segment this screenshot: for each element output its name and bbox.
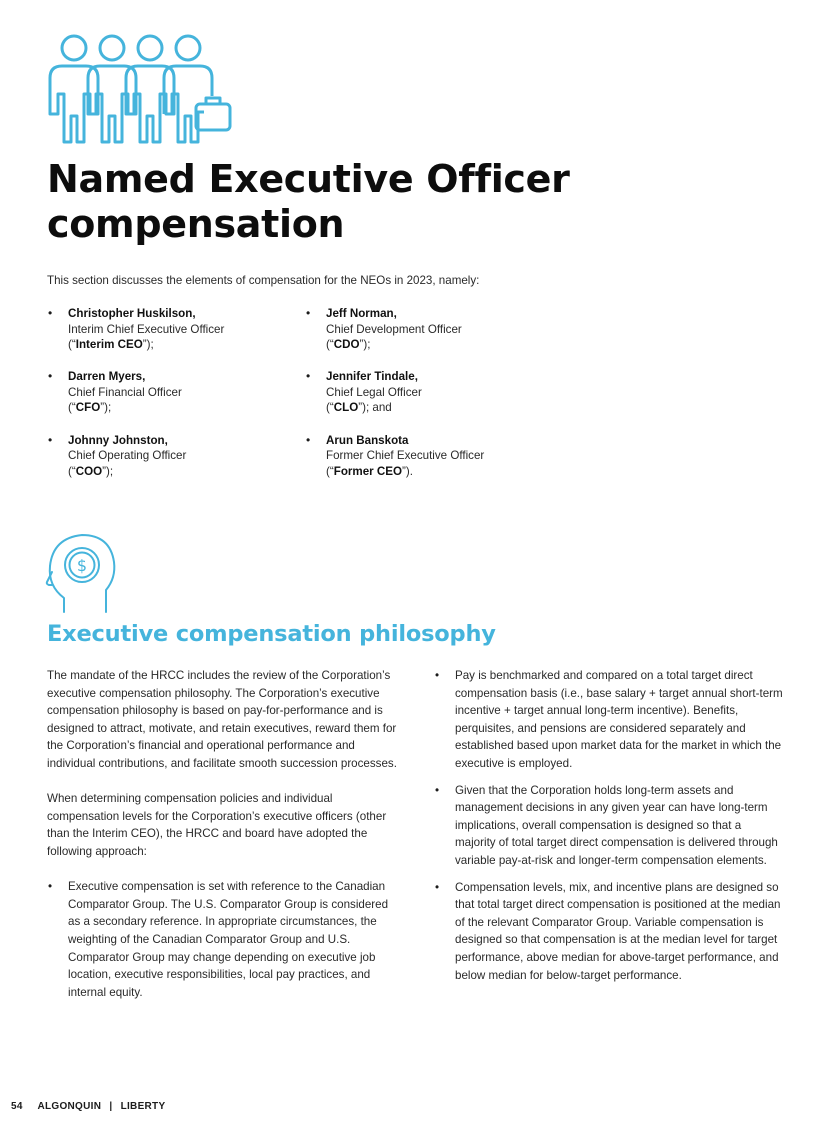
- svg-text:$: $: [76, 556, 88, 575]
- right-text-column: [434, 667, 784, 993]
- neo-role: Interim Chief Executive Officer: [68, 322, 225, 336]
- list-item: [305, 433, 555, 496]
- brand-name-left: ALGONQUIN: [37, 1101, 102, 1112]
- neo-abbreviation: (“CDO”);: [326, 338, 371, 352]
- person-figure-1: [50, 36, 98, 142]
- neo-role: Chief Development Officer: [326, 322, 462, 336]
- neo-abbreviation: (“Interim CEO”);: [68, 338, 154, 352]
- neo-list-right: [305, 306, 555, 496]
- list-item: • Given that the Corporation holds long-term assets and management decisions in any given year can have long-term implications, overall compensation is designed so that a majority of total target direct compensation is delivered through variable pay-at-risk and longer-term compensation elements.: [434, 782, 784, 870]
- neo-name: • Jeff Norman,: [326, 307, 397, 320]
- list-item: [47, 306, 297, 369]
- list-item: • Pay is benchmarked and compared on a total target direct compensation basis (i.e., base salary + target annual short-term incentive + target annual long-term incentive). Benefits, perquisites, and pensions are considered separately and established based upon market data for the market in which the executive is employed.: [434, 667, 784, 773]
- neo-role: Chief Financial Officer: [68, 385, 182, 399]
- list-item: [47, 369, 297, 432]
- left-text-column: [47, 667, 397, 1010]
- section-title: Executive compensation philosophy: [47, 621, 496, 647]
- head-with-dollar-icon: [44, 532, 120, 614]
- page-number: 54: [11, 1101, 23, 1112]
- briefcase-icon: [196, 98, 230, 130]
- philosophy-paragraph: The mandate of the HRCC includes the review of the Corporation’s executive compensation philosophy. The Corporation’s executive compensation philosophy is based on pay-for-performance and is designed to attract, motivate, and retain executives, reward them for the Corporation’s financial and operational performance and individual contributions, and facilitate smooth succession processes.: [47, 669, 397, 770]
- neo-role: Chief Operating Officer: [68, 449, 187, 463]
- list-item: [47, 433, 297, 496]
- person-figure-2: [88, 36, 136, 142]
- neo-abbreviation: (“COO”);: [68, 464, 114, 478]
- page-title: Named Executive Officer compensation: [47, 157, 570, 246]
- neo-list-left: [47, 306, 297, 496]
- approach-paragraph: When determining compensation policies and individual compensation levels for the Corporation’s executive officers (other than the Interim CEO), the HRCC and board have adopted the following approach:: [47, 792, 387, 858]
- group-of-people-with-briefcase-icon: [44, 34, 234, 146]
- page-footer: [11, 1101, 165, 1112]
- neo-name: • Darren Myers,: [68, 370, 146, 384]
- list-item: • Compensation levels, mix, and incentive plans are designed so that total target direct compensation is positioned at the median of the relevant Comparator Group. Variable compensation is designed so that compensation is at the median level for target performance, above median for above-target performance, and below median for below-target performance.: [434, 879, 784, 985]
- list-item: [305, 306, 555, 369]
- brand-separator: |: [109, 1101, 113, 1112]
- neo-role: Former Chief Executive Officer: [326, 449, 485, 463]
- neo-name: • Arun Banskota: [326, 433, 409, 447]
- neo-abbreviation: (“CFO”);: [68, 401, 112, 415]
- neo-abbreviation: (“Former CEO”).: [326, 464, 413, 478]
- brand-name-right: LIBERTY: [120, 1101, 166, 1112]
- person-figure-3: [126, 36, 174, 142]
- neo-role: Chief Legal Officer: [326, 385, 422, 399]
- intro-text: This section discusses the elements of compensation for the NEOs in 2023, namely:: [47, 274, 480, 287]
- neo-abbreviation: (“CLO”); and: [326, 401, 392, 415]
- neo-name: • Johnny Johnston,: [68, 433, 168, 447]
- list-item: • Executive compensation is set with reference to the Canadian Comparator Group. The U.S. Comparator Group is considered as a secondary reference. In appropriate circumstances, the weighting of the Canadian Comparator Group and U.S. Comparator Group may change depending on executive job location, executive responsibilities, local pay practices, and internal equity.: [47, 878, 397, 1001]
- neo-name: • Christopher Huskilson,: [68, 307, 196, 320]
- list-item: [305, 369, 555, 432]
- neo-name: • Jennifer Tindale,: [326, 370, 418, 384]
- person-figure-4: [164, 36, 212, 142]
